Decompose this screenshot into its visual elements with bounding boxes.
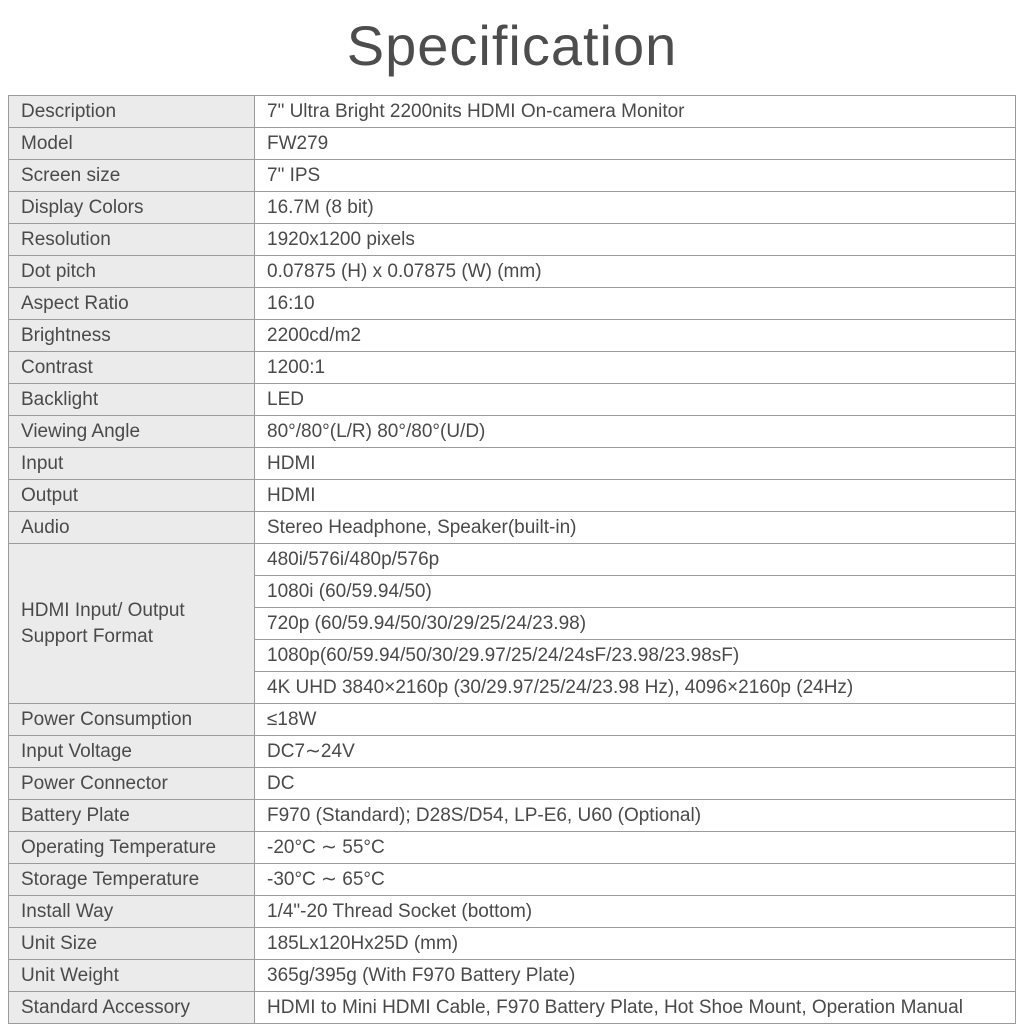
table-row	[9, 448, 1016, 480]
spec-value-cell: 7" IPS	[255, 160, 1016, 192]
spec-label-cell: Audio	[9, 512, 255, 544]
spec-value-cell: 1080p(60/59.94/50/30/29.97/25/24/24sF/23.98/23.98sF)	[255, 640, 1016, 672]
spec-label-cell: Output	[9, 480, 255, 512]
spec-table-body	[9, 96, 1016, 1024]
table-row	[9, 512, 1016, 544]
spec-label-cell: Battery Plate	[9, 800, 255, 832]
table-row	[9, 192, 1016, 224]
spec-value-cell: LED	[255, 384, 1016, 416]
spec-label-cell: Resolution	[9, 224, 255, 256]
spec-label-cell: HDMI Input/ Output Support Format	[9, 544, 255, 704]
spec-table	[8, 95, 1016, 1024]
table-row	[9, 864, 1016, 896]
spec-value-cell: 0.07875 (H) x 0.07875 (W) (mm)	[255, 256, 1016, 288]
table-row	[9, 416, 1016, 448]
spec-label-cell: Power Connector	[9, 768, 255, 800]
spec-value-cell: HDMI	[255, 480, 1016, 512]
spec-label-cell: Power Consumption	[9, 704, 255, 736]
table-row	[9, 288, 1016, 320]
table-row	[9, 256, 1016, 288]
spec-label-cell: Contrast	[9, 352, 255, 384]
spec-label-cell: Aspect Ratio	[9, 288, 255, 320]
table-row	[9, 768, 1016, 800]
spec-label-cell: Description	[9, 96, 255, 128]
spec-label-cell: Viewing Angle	[9, 416, 255, 448]
table-row	[9, 320, 1016, 352]
spec-value-cell: DC7∼24V	[255, 736, 1016, 768]
spec-value-cell: 365g/395g (With F970 Battery Plate)	[255, 960, 1016, 992]
page-title: Specification	[346, 14, 678, 77]
spec-value-cell: 4K UHD 3840×2160p (30/29.97/25/24/23.98 Hz), 4096×2160p (24Hz)	[255, 672, 1016, 704]
spec-label-cell: Unit Weight	[9, 960, 255, 992]
spec-value-cell: 480i/576i/480p/576p	[255, 544, 1016, 576]
table-row	[9, 832, 1016, 864]
spec-value-cell: -20°C ∼ 55°C	[255, 832, 1016, 864]
table-row	[9, 992, 1016, 1024]
spec-label-cell: Input	[9, 448, 255, 480]
spec-value-cell: 7" Ultra Bright 2200nits HDMI On-camera Monitor	[255, 96, 1016, 128]
table-row	[9, 352, 1016, 384]
spec-value-cell: 1920x1200 pixels	[255, 224, 1016, 256]
table-row	[9, 800, 1016, 832]
spec-label-cell: Install Way	[9, 896, 255, 928]
spec-value-cell: F970 (Standard); D28S/D54, LP-E6, U60 (Optional)	[255, 800, 1016, 832]
table-row	[9, 704, 1016, 736]
spec-value-cell: 16.7M (8 bit)	[255, 192, 1016, 224]
table-row	[9, 544, 1016, 576]
spec-value-cell: HDMI to Mini HDMI Cable, F970 Battery Plate, Hot Shoe Mount, Operation Manual	[255, 992, 1016, 1024]
spec-label-cell: Operating Temperature	[9, 832, 255, 864]
table-row	[9, 928, 1016, 960]
spec-value-cell: 185Lx120Hx25D (mm)	[255, 928, 1016, 960]
spec-value-cell: DC	[255, 768, 1016, 800]
spec-label-cell: Storage Temperature	[9, 864, 255, 896]
spec-label-cell: Model	[9, 128, 255, 160]
table-row	[9, 160, 1016, 192]
spec-value-cell: ≤18W	[255, 704, 1016, 736]
spec-label-cell: Input Voltage	[9, 736, 255, 768]
spec-value-cell: 80°/80°(L/R) 80°/80°(U/D)	[255, 416, 1016, 448]
table-row	[9, 384, 1016, 416]
spec-label-cell: Standard Accessory	[9, 992, 255, 1024]
table-row	[9, 480, 1016, 512]
spec-label-cell: Display Colors	[9, 192, 255, 224]
table-row	[9, 960, 1016, 992]
spec-value-cell: FW279	[255, 128, 1016, 160]
spec-value-cell: Stereo Headphone, Speaker(built-in)	[255, 512, 1016, 544]
table-row	[9, 128, 1016, 160]
spec-label-cell: Unit Size	[9, 928, 255, 960]
spec-value-cell: 1200:1	[255, 352, 1016, 384]
table-row	[9, 224, 1016, 256]
spec-label-cell: Brightness	[9, 320, 255, 352]
spec-value-cell: 1080i (60/59.94/50)	[255, 576, 1016, 608]
table-row	[9, 96, 1016, 128]
spec-value-cell: 16:10	[255, 288, 1016, 320]
spec-value-cell: HDMI	[255, 448, 1016, 480]
spec-label-cell: Screen size	[9, 160, 255, 192]
spec-value-cell: 1/4"-20 Thread Socket (bottom)	[255, 896, 1016, 928]
table-row	[9, 736, 1016, 768]
table-row	[9, 896, 1016, 928]
spec-label-cell: Dot pitch	[9, 256, 255, 288]
spec-value-cell: 2200cd/m2	[255, 320, 1016, 352]
spec-value-cell: -30°C ∼ 65°C	[255, 864, 1016, 896]
spec-label-cell: Backlight	[9, 384, 255, 416]
spec-value-cell: 720p (60/59.94/50/30/29/25/24/23.98)	[255, 608, 1016, 640]
